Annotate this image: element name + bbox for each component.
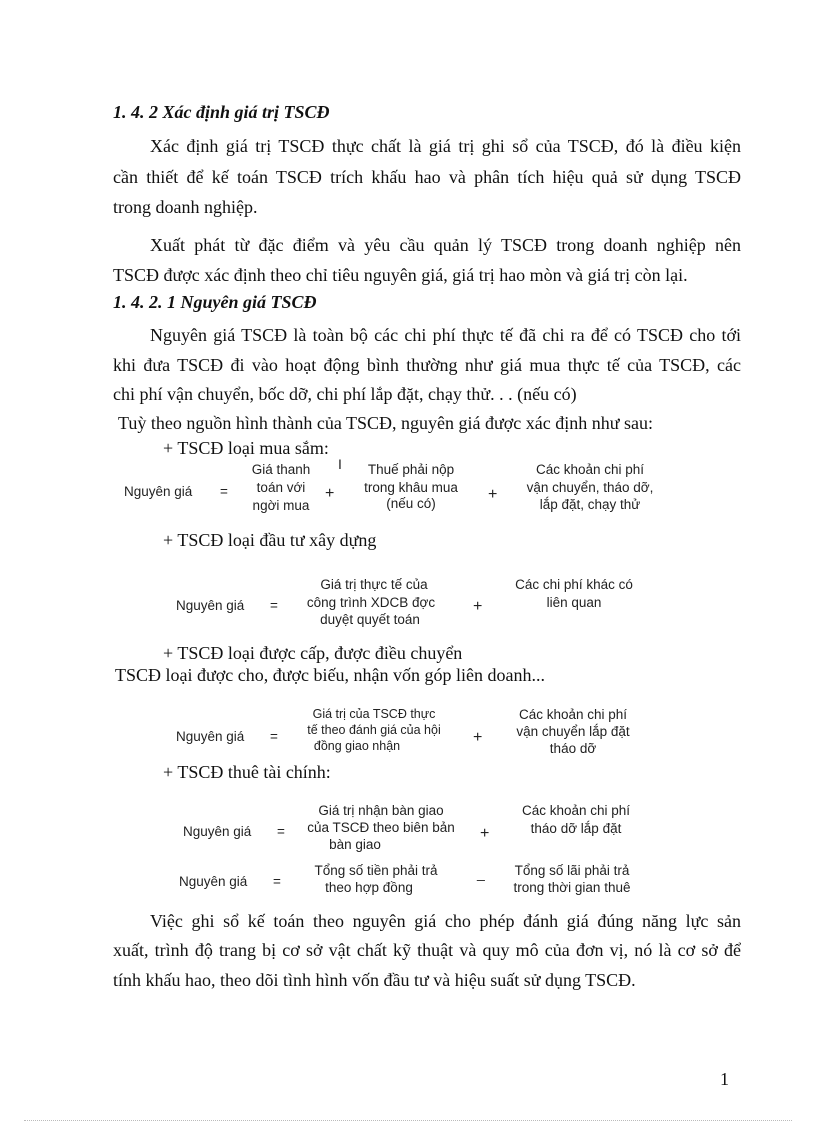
equals-sign: =	[270, 598, 278, 613]
plus-sign: +	[480, 825, 490, 842]
formula-term: Tổng số tiền phải trả	[314, 863, 438, 878]
formula-term: tháo dỡ lắp đặt	[530, 821, 622, 836]
page-number: 1	[720, 1069, 729, 1089]
plus-sign: +	[473, 729, 483, 746]
case-label: + TSCĐ loại đầu tư xây dựng	[163, 530, 377, 550]
formula-term: đồng giao nhận	[313, 739, 401, 753]
paragraph-line: Xuất phát từ đặc điểm và yêu cầu quản lý TSCĐ trong doanh nghiệp nên	[150, 235, 741, 255]
minus-sign: _	[477, 865, 485, 881]
paragraph-line: TSCĐ được xác định theo chỉ tiêu nguyên giá, giá trị hao mòn và giá trị còn lại.	[113, 265, 688, 285]
equals-sign: =	[277, 824, 285, 839]
subsection-heading: 1. 4. 2. 1 Nguyên giá TSCĐ	[113, 292, 317, 312]
formula-lhs: Nguyên giá	[176, 729, 245, 744]
plus-sign: +	[473, 598, 483, 615]
paragraph-line: xuất, trình độ trang bị cơ sở vật chất kỹ thuật và quy mô của đơn vị, nó là cơ sở để	[113, 940, 741, 960]
formula-term: liên quan	[546, 595, 602, 610]
formula-lhs: Nguyên giá	[176, 598, 245, 613]
formula-term: tháo dỡ	[549, 741, 597, 756]
paragraph-line: trong doanh nghiệp.	[113, 197, 258, 217]
formula-term: Thuế phải nộp	[367, 462, 455, 477]
formula-term: trong khâu mua	[364, 480, 458, 495]
formula-term: (nếu có)	[386, 496, 436, 511]
case-label: + TSCĐ loại mua sắm:	[163, 438, 329, 458]
formula-term: vận chuyển, tháo dỡ,	[526, 480, 654, 495]
formula-term: Giá trị thực tế của	[320, 577, 428, 592]
formula-term: trong thời gian thuê	[513, 880, 631, 895]
case-label: TSCĐ loại được cho, được biếu, nhận vốn góp liên doanh...	[115, 665, 545, 685]
formula-term: Các khoản chi phí	[535, 462, 645, 477]
equals-sign: =	[273, 874, 281, 889]
case-label: + TSCĐ loại được cấp, được điều chuyển	[163, 643, 463, 663]
formula-term: vận chuyển lắp đặt	[516, 724, 630, 739]
case-label: + TSCĐ thuê tài chính:	[163, 763, 331, 779]
plus-sign: +	[488, 486, 498, 503]
paragraph-line: Xác định giá trị TSCĐ thực chất là giá trị ghi sổ của TSCĐ, đó là điều kiện	[150, 136, 741, 156]
section-heading: 1. 4. 2 Xác định giá trị TSCĐ	[113, 102, 330, 122]
formula-term: công trình XDCB đợc	[306, 595, 436, 610]
formula-term: ngời mua	[252, 498, 310, 513]
formula-lhs: Nguyên giá	[124, 484, 193, 499]
equals-sign: =	[220, 484, 228, 499]
equals-sign: =	[270, 729, 278, 744]
formula-term: Các chi phí khác có	[515, 577, 633, 592]
formula-term: Các khoản chi phí	[521, 803, 631, 818]
paragraph-line: Việc ghi sổ kế toán theo nguyên giá cho phép đánh giá đúng năng lực sản	[150, 911, 741, 931]
page-bottom-divider	[24, 1120, 792, 1121]
formula-lhs: Nguyên giá	[179, 874, 248, 889]
paragraph-line: khi đưa TSCĐ đi vào hoạt động bình thường như giá mua thực tế của TSCĐ, các	[113, 355, 741, 375]
text-cursor-icon: I	[338, 456, 342, 472]
paragraph-line: chi phí vận chuyển, bốc dỡ, chi phí lắp đặt, chạy thử. . . (nếu có)	[113, 384, 577, 404]
paragraph-line: Tuỳ theo nguồn hình thành của TSCĐ, nguyên giá được xác định như sau:	[118, 413, 653, 433]
paragraph-line: Nguyên giá TSCĐ là toàn bộ các chi phí thực tế đã chi ra để có TSCĐ cho tới	[150, 325, 741, 345]
formula-term: của TSCĐ theo biên bản	[307, 820, 455, 835]
formula-term: bàn giao	[329, 837, 381, 852]
formula-term: Giá thanh	[251, 462, 311, 477]
formula-term: lắp đặt, chạy thử	[539, 497, 641, 512]
formula-term: Tổng số lãi phải trả	[514, 863, 630, 878]
formula-term: toán với	[256, 480, 306, 495]
formula-term: tế theo đánh giá của hội	[307, 723, 441, 737]
formula-term: Giá trị nhận bàn giao	[318, 803, 444, 818]
paragraph-line: cần thiết để kế toán TSCĐ trích khấu hao và phân tích hiệu quả sử dụng TSCĐ	[113, 167, 741, 187]
formula-term: theo hợp đồng	[325, 880, 413, 895]
paragraph-line: tính khấu hao, theo dõi tình hình vốn đầu tư và hiệu suất sử dụng TSCĐ.	[113, 970, 636, 990]
formula-term: Giá trị của TSCĐ thực	[312, 707, 436, 721]
plus-sign: +	[325, 485, 335, 502]
formula-lhs: Nguyên giá	[183, 824, 252, 839]
formula-term: Các khoản chi phí	[518, 707, 628, 722]
formula-term: duyệt quyết toán	[320, 612, 420, 627]
